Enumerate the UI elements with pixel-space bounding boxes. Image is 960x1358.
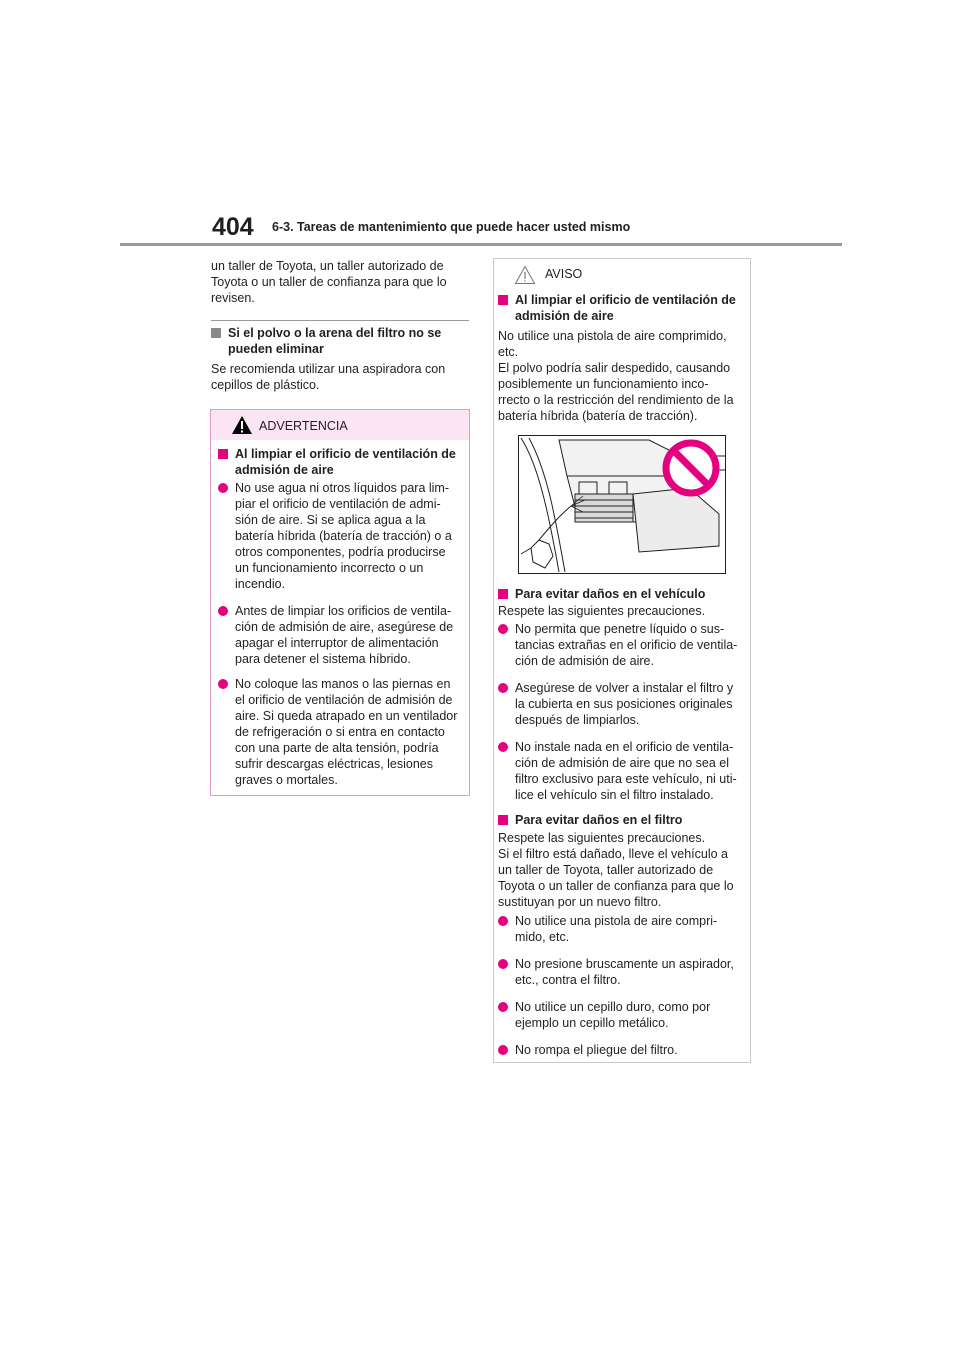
notice-paragraph: [498, 830, 750, 910]
bullet-line: la cubierta en sus posiciones originales: [515, 697, 733, 711]
text-line: Si el filtro está dañado, lleve el vehículo a: [498, 847, 728, 861]
warning-bullet: [218, 603, 468, 667]
bullet-line: aire. Si queda atrapado en un ventilador: [235, 709, 458, 723]
text-line: revisen.: [211, 291, 255, 305]
text-line: Respete las siguientes precauciones.: [498, 831, 706, 845]
bullet-line: un funcionamiento incorrecto o un: [235, 561, 424, 575]
text-line: posiblemente un funcionamiento inco-: [498, 377, 709, 391]
bullet-line: No rompa el pliegue del filtro.: [515, 1043, 678, 1057]
intro-paragraph: [211, 258, 471, 306]
text-line: rrecto o la restricción del rendimiento de la: [498, 393, 734, 407]
bullet-line: sión de aire. Si se aplica agua a la: [235, 513, 426, 527]
text-line: Toyota o un taller de confianza para que lo: [498, 879, 734, 893]
bullet-line: sufrir descargas eléctricas, lesiones: [235, 757, 433, 771]
warning-box: [210, 409, 470, 796]
notice-heading: [498, 292, 748, 324]
bullet-dot-icon: [498, 742, 508, 752]
heading-line: Al limpiar el orificio de ventilación de: [235, 447, 456, 461]
text-line: Se recomienda utilizar una aspiradora con: [211, 362, 446, 376]
bullet-line: Asegúrese de volver a instalar el filtro y: [515, 681, 734, 695]
vent-cleaning-drawing: [519, 436, 725, 573]
text-line: sustituyan por un nuevo filtro.: [498, 895, 662, 909]
notice-heading: [498, 586, 748, 602]
heading-line: admisión de aire: [235, 463, 334, 477]
bullet-line: para detener el sistema híbrido.: [235, 652, 411, 666]
notice-paragraph: [498, 603, 750, 619]
text-line: Respete las siguientes precauciones.: [498, 604, 706, 618]
notice-paragraph: [498, 328, 750, 424]
header-rule: [120, 243, 842, 246]
intake-vent-illustration: [518, 435, 726, 574]
section-divider: [211, 320, 469, 321]
bullet-line: etc., contra el filtro.: [515, 973, 621, 987]
bullet-line: filtro exclusivo para este vehículo, ni uti-: [515, 772, 737, 786]
notice-title: AVISO: [545, 267, 583, 281]
bullet-line: No presione bruscamente un aspirador,: [515, 957, 734, 971]
page-number: 404: [212, 213, 254, 241]
bullet-line: No coloque las manos o las piernas en: [235, 677, 451, 691]
text-line: batería híbrida (batería de tracción).: [498, 409, 698, 423]
dust-paragraph: [211, 361, 471, 393]
warning-bullet: [218, 480, 468, 592]
bullet-line: incendio.: [235, 577, 286, 591]
notice-bullet: [498, 739, 748, 803]
bullet-line: otros componentes, podría producirse: [235, 545, 446, 559]
bullet-line: No instale nada en el orificio de ventila-: [515, 740, 734, 754]
dust-heading: [211, 325, 469, 357]
text-line: No utilice una pistola de aire comprimido,: [498, 329, 727, 343]
warning-title: ADVERTENCIA: [259, 419, 348, 433]
bullet-dot-icon: [498, 959, 508, 969]
bullet-line: piar el orificio de ventilación de admi-: [235, 497, 441, 511]
bullet-line: lice el vehículo sin el filtro instalado.: [515, 788, 714, 802]
bullet-line: No utilice una pistola de aire compri-: [515, 914, 718, 928]
heading-line: Para evitar daños en el filtro: [515, 813, 683, 827]
heading-line: Para evitar daños en el vehículo: [515, 587, 706, 601]
heading-square-icon: [211, 328, 221, 338]
bullet-dot-icon: [498, 1045, 508, 1055]
text-line: Toyota o un taller de confianza para que lo: [211, 275, 447, 289]
bullet-line: apagar el interruptor de alimentación: [235, 636, 439, 650]
heading-line: Si el polvo o la arena del filtro no se: [228, 326, 442, 340]
notice-bullet: [498, 956, 748, 988]
text-line: El polvo podría salir despedido, causando: [498, 361, 731, 375]
notice-box: [493, 258, 751, 1063]
bullet-line: Antes de limpiar los orificios de ventila-: [235, 604, 452, 618]
heading-square-icon: [498, 295, 508, 305]
notice-bullet: [498, 621, 748, 669]
notice-bullet: [498, 680, 748, 728]
bullet-line: No utilice un cepillo duro, como por: [515, 1000, 711, 1014]
text-line: etc.: [498, 345, 519, 359]
warning-heading: [218, 446, 466, 478]
notice-bullet: [498, 999, 748, 1031]
bullet-line: batería híbrida (batería de tracción) o a: [235, 529, 452, 543]
text-line: un taller de Toyota, taller autorizado de: [498, 863, 714, 877]
bullet-line: después de limpiarlos.: [515, 713, 640, 727]
prohibition-icon: [666, 443, 716, 493]
bullet-line: graves o mortales.: [235, 773, 338, 787]
bullet-line: No use agua ni otros líquidos para lim-: [235, 481, 450, 495]
bullet-line: el orificio de ventilación de admisión de: [235, 693, 453, 707]
heading-square-icon: [218, 449, 228, 459]
heading-square-icon: [498, 589, 508, 599]
caution-triangle-icon: [514, 265, 536, 285]
bullet-dot-icon: [218, 483, 228, 493]
heading-line: pueden eliminar: [228, 342, 324, 356]
bullet-line: ción de admisión de aire que no sea el: [515, 756, 730, 770]
heading-square-icon: [498, 815, 508, 825]
bullet-dot-icon: [498, 683, 508, 693]
text-line: cepillos de plástico.: [211, 378, 320, 392]
notice-bullet: [498, 913, 748, 945]
bullet-line: ción de admisión de aire.: [515, 654, 654, 668]
warning-header: [211, 410, 469, 440]
bullet-dot-icon: [498, 624, 508, 634]
bullet-line: con una parte de alta tensión, podría: [235, 741, 439, 755]
heading-line: Al limpiar el orificio de ventilación de: [515, 293, 736, 307]
bullet-dot-icon: [498, 1002, 508, 1012]
bullet-dot-icon: [218, 606, 228, 616]
section-title: 6-3. Tareas de mantenimiento que puede hacer usted mismo: [272, 220, 631, 234]
bullet-line: de refrigeración o si entra en contacto: [235, 725, 445, 739]
bullet-line: No permita que penetre líquido o sus-: [515, 622, 725, 636]
bullet-dot-icon: [498, 916, 508, 926]
bullet-line: ción de admisión de aire, asegúrese de: [235, 620, 454, 634]
bullet-line: mido, etc.: [515, 930, 570, 944]
text-line: un taller de Toyota, un taller autorizado de: [211, 259, 444, 273]
warning-triangle-icon: [231, 415, 253, 435]
notice-bullet: [498, 1042, 748, 1058]
warning-bullet: [218, 676, 468, 788]
heading-line: admisión de aire: [515, 309, 614, 323]
bullet-line: tancias extrañas en el orificio de ventila-: [515, 638, 738, 652]
bullet-dot-icon: [218, 679, 228, 689]
bullet-line: ejemplo un cepillo metálico.: [515, 1016, 669, 1030]
notice-heading: [498, 812, 748, 828]
